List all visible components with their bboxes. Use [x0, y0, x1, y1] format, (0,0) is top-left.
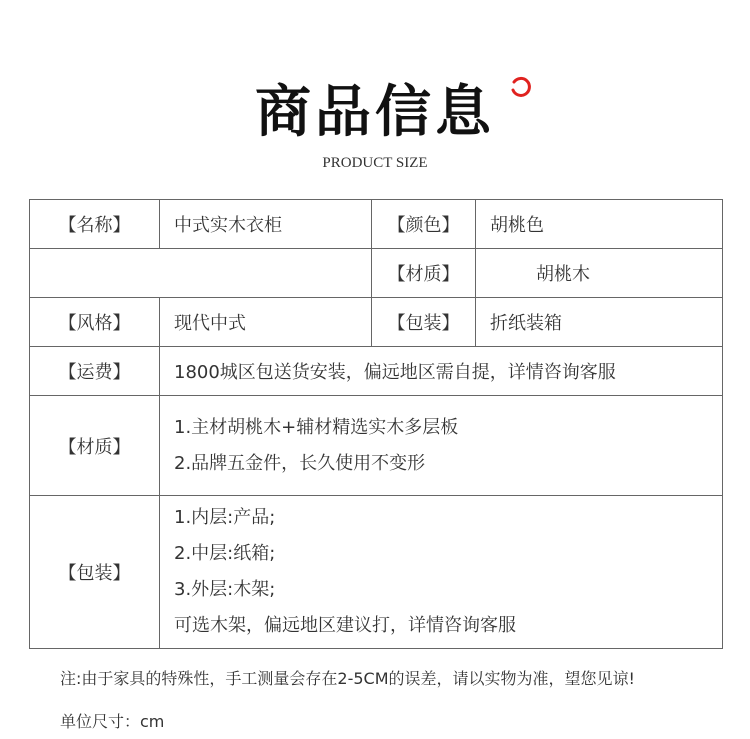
table-row: [30, 396, 723, 496]
packing-label: 【包装】: [372, 298, 476, 347]
empty-cell: [30, 249, 372, 298]
material-line: 1.主材胡桃木+辅材精选实木多层板: [174, 416, 459, 438]
packing-line: 3.外层:木架;: [174, 579, 276, 600]
material-label: 【材质】: [372, 249, 476, 298]
packing-detail-label: 【包装】: [30, 496, 160, 649]
material-line: 2.品牌五金件，长久使用不变形: [174, 452, 426, 474]
packing-line: 1.内层:产品;: [174, 507, 276, 528]
name-label: 【名称】: [30, 200, 160, 249]
shipping-value: 1800城区包送货安装，偏远地区需自提，详情咨询客服: [160, 347, 723, 396]
page-subtitle: PRODUCT SIZE: [322, 155, 428, 171]
color-value: 胡桃色: [476, 200, 723, 249]
shipping-label: 【运费】: [30, 347, 160, 396]
material-detail-label: 【材质】: [30, 396, 160, 496]
red-circle-decoration-icon: [509, 76, 533, 100]
packing-line: 2.中层:纸箱;: [174, 543, 276, 564]
name-value: 中式实木衣柜: [160, 200, 372, 249]
table-row: [30, 496, 723, 649]
product-info-table: [29, 199, 723, 649]
material-value: 胡桃木: [476, 249, 723, 298]
material-detail-value: [160, 396, 723, 496]
table-row: [30, 249, 723, 298]
style-value: 现代中式: [160, 298, 372, 347]
table-row: [30, 200, 723, 249]
unit-note: 单位尺寸：cm: [60, 712, 165, 731]
style-label: 【风格】: [30, 298, 160, 347]
page-title: [0, 78, 750, 148]
table-row: [30, 347, 723, 396]
packing-line: 可选木架，偏远地区建议打，详情咨询客服: [174, 615, 516, 636]
measurement-note: 注:由于家具的特殊性，手工测量会存在2-5CM的误差，请以实物为准，望您见谅!: [60, 669, 635, 688]
title-text: 商品信息: [255, 80, 495, 145]
packing-value: 折纸装箱: [476, 298, 723, 347]
table-row: [30, 298, 723, 347]
packing-detail-value: [160, 496, 723, 649]
color-label: 【颜色】: [372, 200, 476, 249]
